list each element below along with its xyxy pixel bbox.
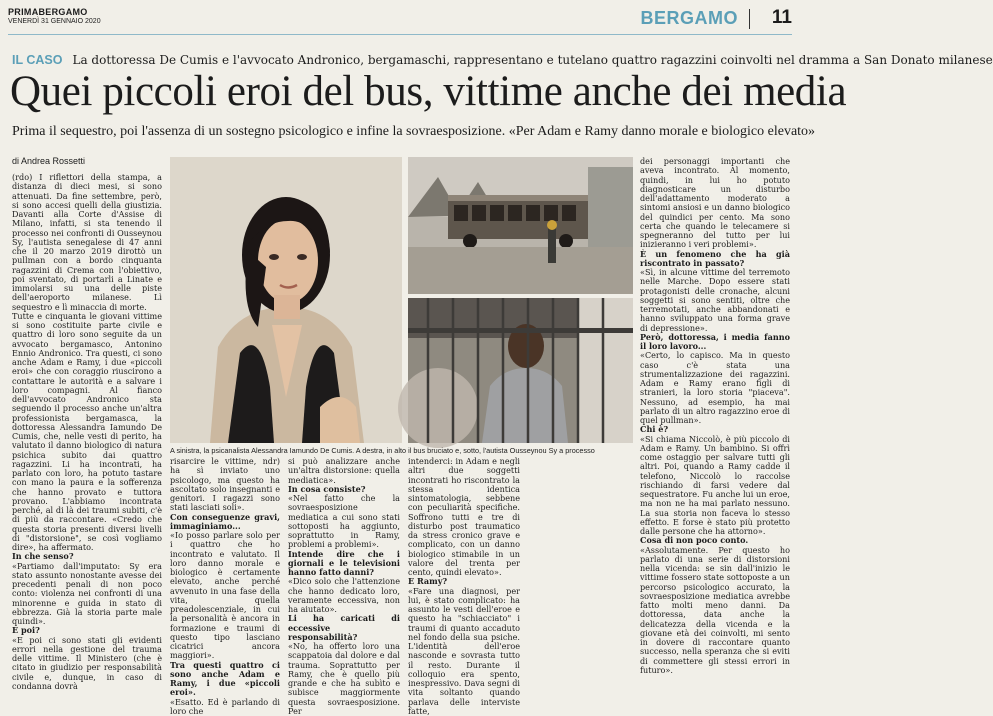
kicker-text: La dottoressa De Cumis e l'avvocato Andronico, bergamaschi, rappresentano e tutelano quattro ragazzini coinvolti nel dramma a San Donato milanese <box>72 53 992 67</box>
paper-name: PRIMABERGAMO <box>8 7 88 17</box>
interview-question: Li ha caricati di eccessive responsabilità? <box>288 614 400 642</box>
defendant-image <box>408 298 633 443</box>
interview-question: In che senso? <box>12 552 162 561</box>
article-column-2 <box>170 457 280 635</box>
article-paragraph: «Fare una diagnosi, per lui, è stato complicato: ha assunto le vesti dell'eroe e questo ha "schiacciato" i traumi di quanto accaduto nel fondo della sua psiche. L'identità dell'eroe nasconde e sovrasta tutto il resto. Durante il colloquio era spento, inespressivo. Dava segni di vita soltanto quando parlava delle interviste fatte, <box>408 587 520 716</box>
article-paragraph: «Sì, in alcune vittime del terremoto nelle Marche. Dopo essere stati protagonisti delle cronache, alcuni soggetti si sono sentiti, oltre che terremotati, anche abbandonati e hanno sviluppato una forma grave di depressione». <box>640 268 790 333</box>
interview-question: Tra questi quattro ci sono anche Adam e Ramy, i due «piccoli eroi». <box>170 661 280 698</box>
article-column-3 <box>288 457 400 635</box>
article-paragraph: intenderci: in Adam e negli altri due soggetti incontrati ho riscontrato la stessa identica sintomatologia, sebbene con peculiarità specifiche. Soffrono tutti e tre di disturbo post traumatico da stress cronico grave e complicato, con un danno biologico stimabile in un valore del trenta per cento, quindi elevato». <box>408 457 520 577</box>
burned-bus-photo <box>408 157 633 294</box>
article-paragraph: (rdo) I riflettori della stampa, a distanza di dieci mesi, si sono attenuati. Da fine settembre, però, si sono accesi quelli della giustizia. Davanti alla Corte d'Assise di Milano, infatti, si sta tenendo il processo nei confronti di Ousseynou Sy, l'autista senegalese di 47 anni che il 20 marzo 2019 dirottò un pullman con a bordo cinquanta ragazzini di Crema con l'obiettivo, poi sventato, di portarli a Linate e immolarsi su una delle piste dell'aeroporto milanese. Lì sequestro e lì minaccia di morte. <box>12 173 162 312</box>
deck: Prima il sequestro, poi l'assenza di un sostegno psicologico e infine la sovraesposizione. «Per Adam e Ramy danno morale e biologico elevato» <box>12 124 815 140</box>
interview-question: In cosa consiste? <box>288 485 400 494</box>
interview-question: E Ramy? <box>408 577 520 586</box>
article-column-5 <box>640 157 790 635</box>
portrait-image <box>170 157 402 443</box>
article-paragraph: «No, ha offerto loro una scappatoia dal dolore e dal trauma. Soprattutto per Ramy, che è quello più grande e che ha subìto e subisce maggiormente questa sovraesposizione. Per <box>288 642 400 716</box>
article-paragraph: si può analizzare anche un'altra distorsione: quella mediatica». <box>288 457 400 485</box>
kicker <box>12 53 993 67</box>
interview-question: Cosa di non poco conto. <box>640 536 790 545</box>
paper-date: VENERDÌ 31 GENNAIO 2020 <box>8 18 101 25</box>
interview-question: E poi? <box>12 626 162 635</box>
interview-question: Con conseguenze gravi, immaginiamo... <box>170 513 280 532</box>
article-paragraph: «Si chiama Niccolò, è più piccolo di Adam e Ramy. Un bambino. Si offrì come ostaggio per salvare tutti gli altri. Poi, quando a Ramy cadde il telefono, Niccolò lo raccolse rischiando di farsi vedere dal sequestratore. Fu anche lui un eroe, ma non ne ha mai parlato nessuno. La sua storia non faceva lo stesso effetto. E forse è stato più protetto dalle persone che ha attorno». <box>640 435 790 537</box>
photo-caption: A sinistra, la psicanalista Alessandra Iamundo De Cumis. A destra, in alto il bus bruciato e, sotto, l'autista Ousseynou Sy a processo <box>170 446 632 455</box>
headline: Quei piccoli eroi del bus, vittime anche dei media <box>10 68 846 116</box>
article-paragraph: dei personaggi importanti che aveva incontrato. Al momento, quindi, in lui ho potuto diagnosticare un disturbo dell'adattamento moderato a sintomi ansiosi e un danno biologico del quindici per cento. Ma sono certa che quando le telecamere si spegneranno del tutto per lui inizieranno i veri problemi». <box>640 157 790 250</box>
page-number: 11 <box>772 7 792 29</box>
defendant-photo <box>408 298 633 443</box>
article-paragraph: «Certo, lo capisco. Ma in questo caso c'è stata una strumentalizzazione dei ragazzini. Adam e Ramy erano figli di stranieri, la loro storia "piaceva". Nessuno, ad esempio, ha mai parlato di un altro ragazzino eroe di quel pullman». <box>640 351 790 425</box>
interview-question: Però, dottoressa, i media fanno il loro lavoro... <box>640 333 790 352</box>
article-column-4 <box>408 457 520 635</box>
article-paragraph: «Io posso parlare solo per i quattro che ho incontrato e valutato. Il loro danno morale e biologico è certamente elevato, anche perché avvenuto in una fase della vita, quella preadolescenziale, in cui la personalità è ancora in formazione e traumi di questo tipo lasciano cicatrici ancora maggiori». <box>170 531 280 661</box>
interview-question: È un fenomeno che ha già riscontrato in passato? <box>640 250 790 269</box>
article-paragraph: «Assolutamente. Per questo ho parlato di una serie di distorsioni nella vicenda: se sin dall'inizio le vittime fossero state sottoposte a un percorso psicologico accurato, la sovraesposizione mediatica avrebbe fatto molti meno danni. Da dottoressa, data anche la delicatezza della vicenda e la giovane età dei coinvolti, mi sento in dovere di raccontare quanto successo, nella speranza che si eviti di commettere gli stessi errori in futuro». <box>640 546 790 676</box>
kicker-tag: IL CASO <box>12 53 62 67</box>
article-paragraph: «Nel fatto che la sovraesposizione mediatica a cui sono stati sottoposti ha aggiunto, soprattutto in Ramy, problemi a problemi». <box>288 494 400 550</box>
article-paragraph: risarcire le vittime, ndr) ha sì inviato uno psicologo, ma questo ha ascoltato solo insegnanti e genitori. I ragazzi sono stati lasciati soli». <box>170 457 280 513</box>
article-paragraph: «Partiamo dall'imputato: Sy era stato assunto nonostante avesse dei precedenti penali di non poco conto: violenza nei confronti di una minorenne e guida in stato di ebbrezza. Già la storia parte male quindi». <box>12 562 162 627</box>
article-paragraph: Tutte e cinquanta le giovani vittime si sono costituite parte civile e quattro di loro sono seguite da un avvocato bergamasco, Antonino Ennio Andronico. Tra questi, ci sono anche Adam e Ramy, i due «piccoli eroi» che con coraggio riuscirono a contattare le autorità e a salvare i loro compagni. Al fianco dell'avvocato Andronico sta seguendo il processo anche un'altra professionista bergamasca, la dottoressa Alessandra Iamundo De Cumis, che, nelle vesti di perito, ha valutato il danno biologico di natura psichica subito dai quattro ragazzini. Li ha incontrati, ha parlato con loro, ha potuto tastare con mano la paura e la sofferenza che hanno provato e tuttora provano. L'abbiamo incontrata perché, al di là dei traumi subiti, c'è di più da raccontare. «Credo che questa storia presenti diversi livelli di "distorsione", se così vogliamo dire», ha affermato. <box>12 312 162 553</box>
article-paragraph: «Dico solo che l'attenzione che hanno dedicato loro, veramente eccessiva, non ha aiutato». <box>288 577 400 614</box>
burned-bus-image <box>408 157 633 294</box>
section-name: BERGAMO <box>641 8 739 29</box>
article-paragraph: «E poi ci sono stati gli evidenti errori nella gestione del trauma delle vittime. Il Ministero (che è citato in giudizio per responsabilità civile e, dunque, in caso di condanna dovrà <box>12 636 162 692</box>
article-column-1 <box>12 173 162 635</box>
interview-question: Chi è? <box>640 425 790 434</box>
article-paragraph: «Esatto. Ed è parlando di loro che <box>170 698 280 716</box>
interview-question: Intende dire che i giornali e le televisioni hanno fatto danni? <box>288 550 400 578</box>
masthead <box>8 4 792 32</box>
page-separator <box>749 9 750 29</box>
byline: di Andrea Rossetti <box>12 156 85 166</box>
masthead-rule <box>8 34 792 35</box>
portrait-photo <box>170 157 402 443</box>
